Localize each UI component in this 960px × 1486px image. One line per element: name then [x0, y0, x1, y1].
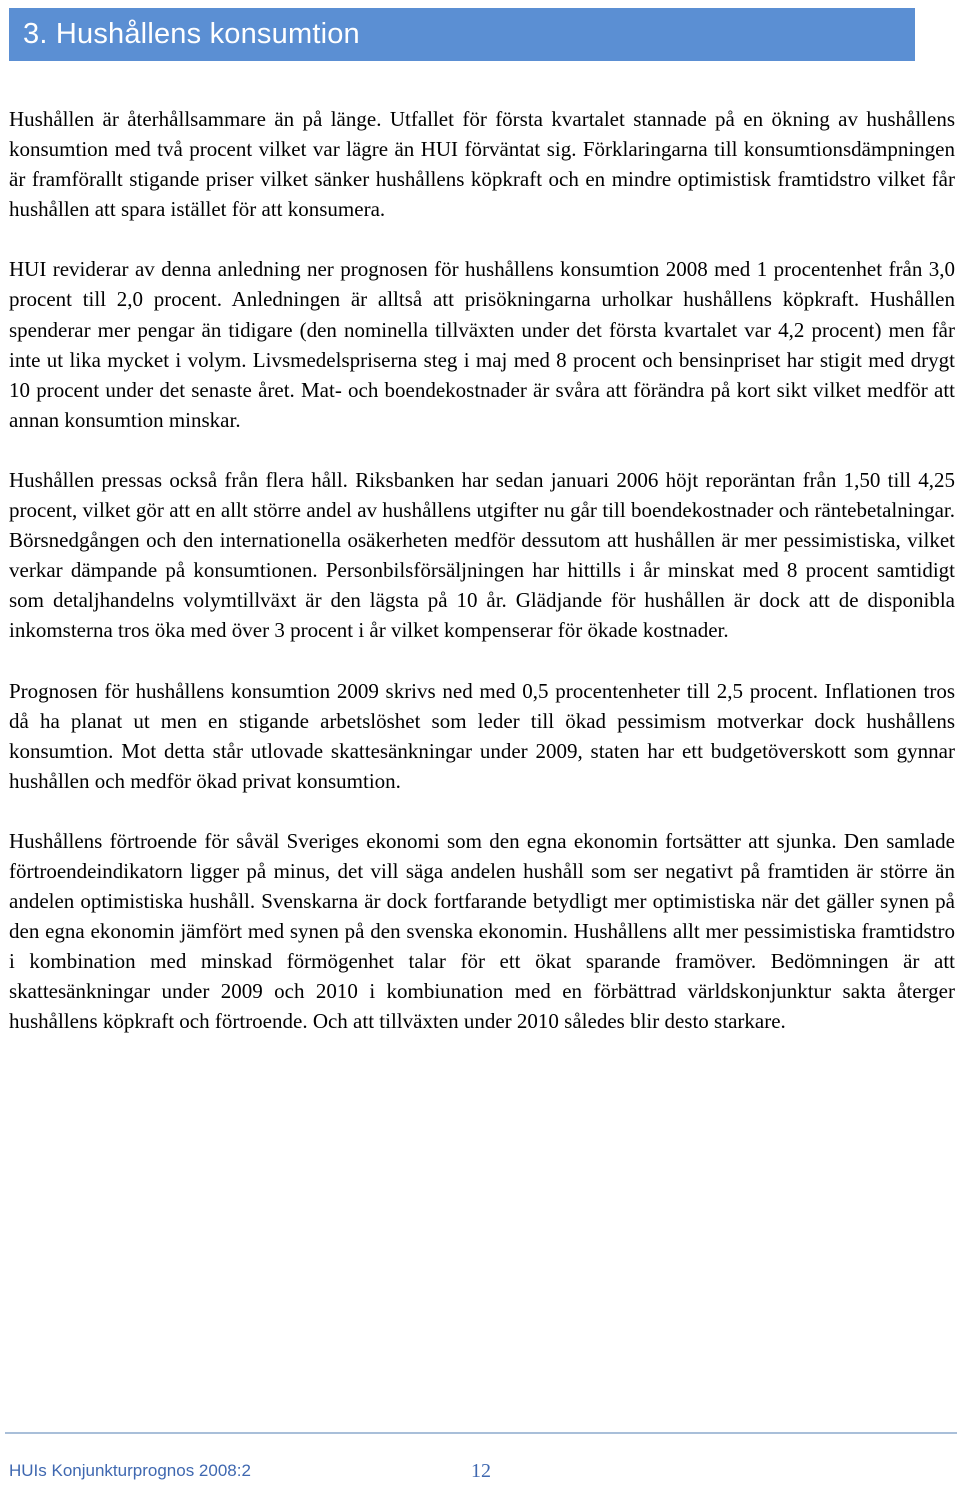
paragraph-5: Hushållens förtroende för såväl Sveriges ekonomi som den egna ekonomin fortsätter att sjunka. Den samlade förtroendeindikatorn ligger på minus, det vill säga andelen hushåll som ser negativt på framtiden är större än andelen optimistiska hushåll. Svenskarna är dock fortfarande betydligt mer optimistiska när det gäller synen på den egna ekonomin jämfört med synen på den svenska ekonomin. Hushållens allt mer pessimistiska framtidstro i kombination med minskad förmögenhet talar för ett ökat sparande framöver. Bedömningen är att skattesänkningar under 2009 och 2010 i kombiunation med en förbättrad världskonjunktur sakta återger hushållens köpkraft och förtroende. Och att tillväxten under 2010 således blir desto starkare.: [9, 828, 955, 1034]
section-header: [9, 8, 915, 61]
paragraph-3: Hushållen pressas också från flera håll. Riksbanken har sedan januari 2006 höjt reporäntan från 1,50 till 4,25 procent, vilket gör att en allt större andel av hushållens utgifter nu går till boendekostnader och räntebetalningar. Börsnedgången och den internationella osäkerheten medför dessutom att hushållen är mer pessimistiska, vilket verkar dämpande på konsumtionen. Personbilsförsäljningen har hittills i år minskat med 8 procent samtidigt som detaljhandelns volymtillväxt är den lägsta på 10 år. Glädjande för hushållen är dock att de disponibla inkomsterna tros öka med över 3 procent i år vilket kompenserar för ökade kostnader.: [9, 467, 955, 643]
footer-divider: [5, 1432, 957, 1434]
paragraph-4: Prognosen för hushållens konsumtion 2009 skrivs ned med 0,5 procentenheter till 2,5 procent. Inflationen tros då ha planat ut men en stigande arbetslöshet som leder till ökad pessimism motverkar dock hushållens konsumtion. Mot detta står utlovade skattesänkningar under 2009, staten har ett budgetöverskott som gynnar hushållen och medför ökad privat konsumtion.: [9, 678, 955, 793]
body-text: [9, 104, 955, 1067]
page-number: 12: [471, 1460, 491, 1482]
section-title: 3. Hushållens konsumtion: [23, 18, 360, 50]
paragraph-2: HUI reviderar av denna anledning ner prognosen för hushållens konsumtion 2008 med 1 procentenhet från 3,0 procent till 2,0 procent. Anledningen är alltså att prisökningarna urholkar hushållens köpkraft. Hushållen spenderar mer pengar än tidigare (den nominella tillväxten under det första kvartalet var 4,2 procent) men får inte ut lika mycket i volym. Livsmedelspriserna steg i maj med 8 procent och bensinpriset har stigit med drygt 10 procent under det senaste året. Mat- och boendekostnader är svåra att förändra på kort sikt vilket medför att annan konsumtion minskar.: [9, 257, 955, 432]
paragraph-1: Hushållen är återhållsammare än på länge. Utfallet för första kvartalet stannade på en ökning av hushållens konsumtion med två procent vilket var lägre än HUI förväntat sig. Förklaringarna till konsumtionsdämpningen är framförallt stigande priser vilket sänker hushållens köpkraft och en mindre optimistisk framtidstro vilket får hushållen att spara istället för att konsumera.: [9, 107, 955, 222]
footer-publication: HUIs Konjunkturprognos 2008:2: [9, 1461, 251, 1480]
